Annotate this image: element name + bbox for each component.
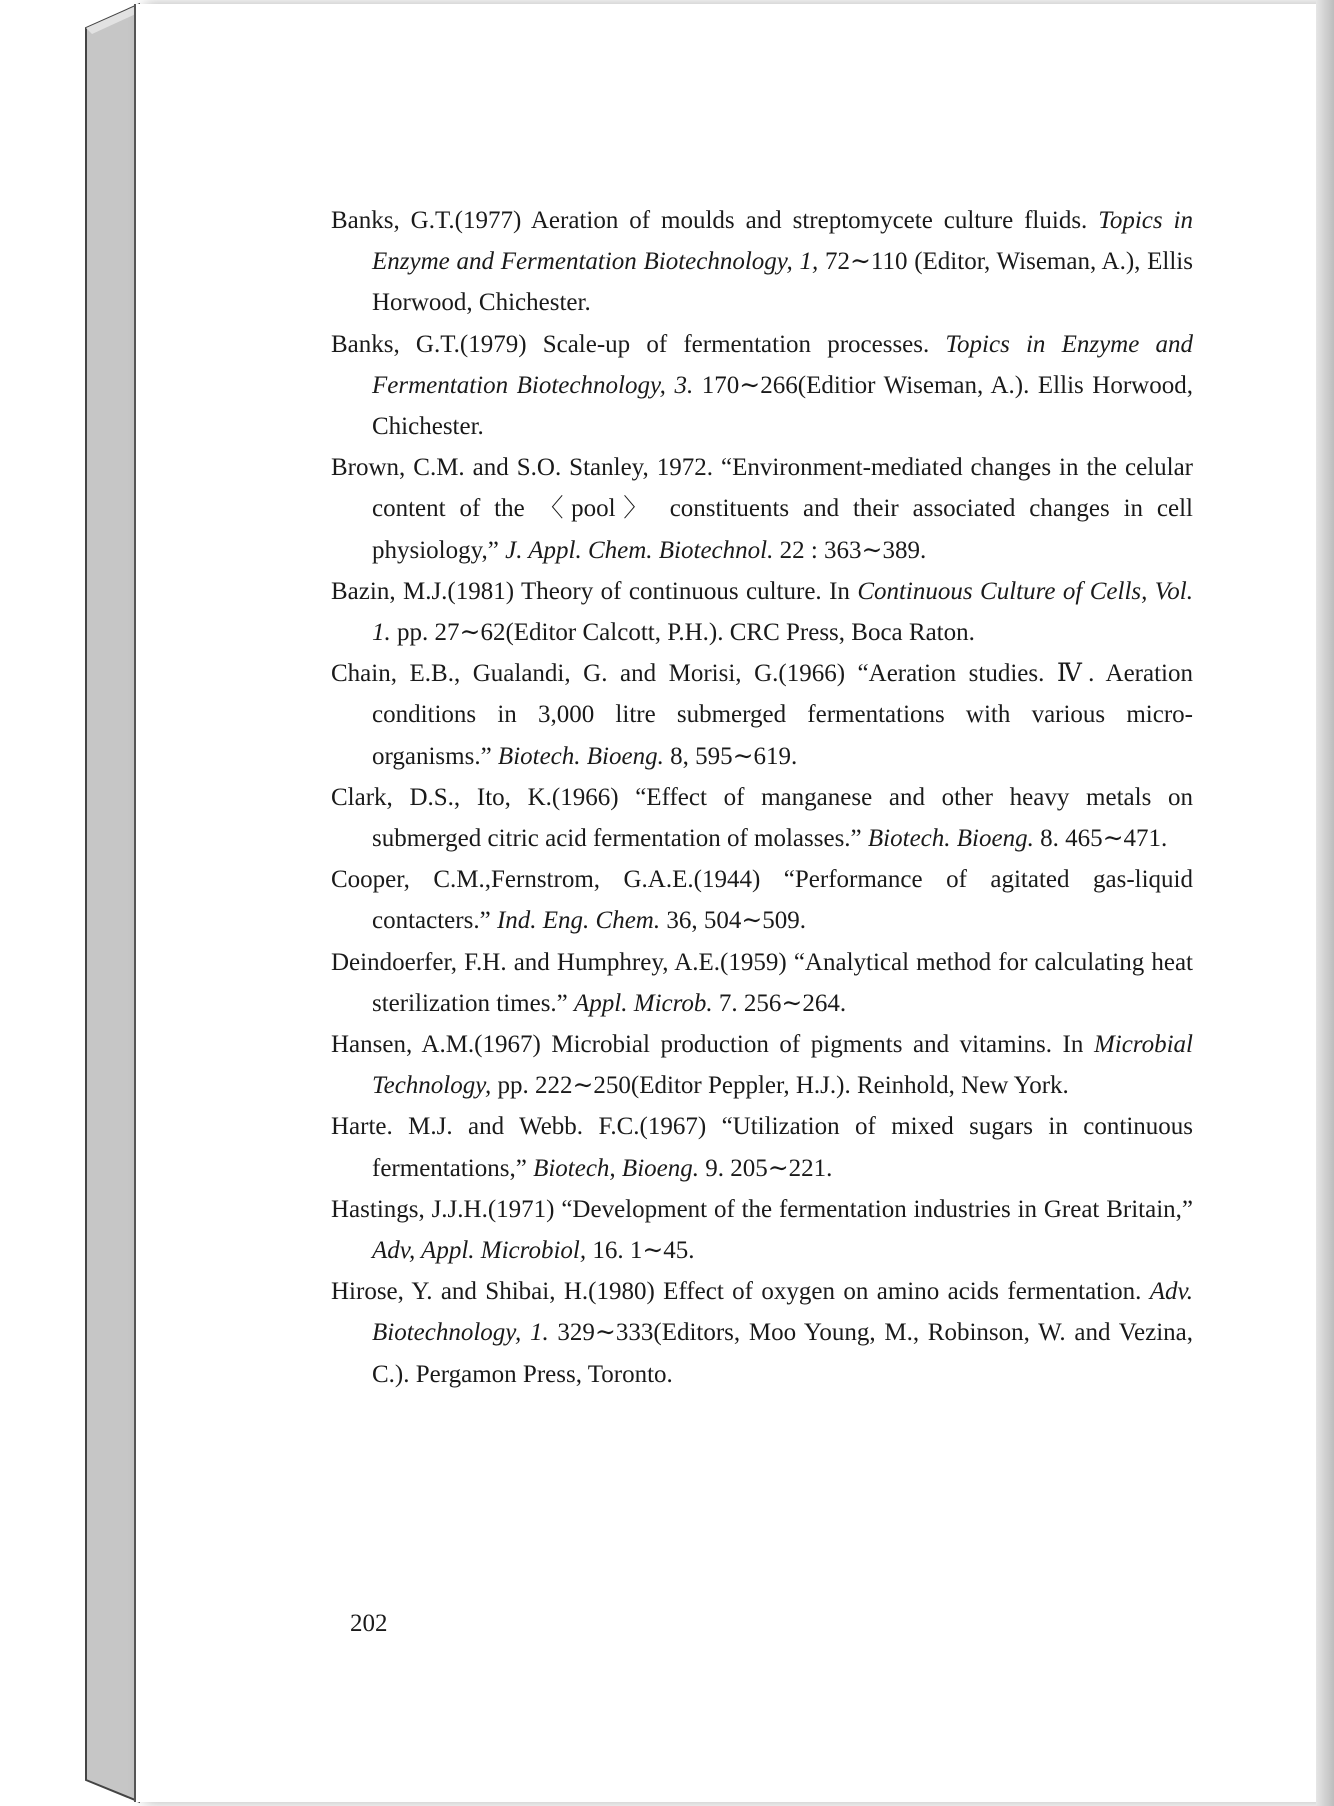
reference-list — [331, 200, 1193, 1395]
reference-entry: Hansen, A.M.(1967) Microbial production of pigments and vitamins. In Microbial Technology, pp. 222∼250(Editor Peppler, H.J.). Reinhold, New York. — [331, 1031, 1193, 1100]
reference-entry: Bazin, M.J.(1981) Theory of continuous culture. In Continuous Culture of Cells, Vol. 1. pp. 27∼62(Editor Calcott, P.H.). CRC Press, Boca Raton. — [331, 577, 1193, 647]
page-number: 202 — [350, 1610, 388, 1637]
reference-entry: Deindoerfer, F.H. and Humphrey, A.E.(1959) “Analytical method for calculating heat sterilization times.” Appl. Microb. 7. 256∼264. — [331, 948, 1193, 1017]
page-edge-shadow — [1316, 0, 1334, 1806]
book-spine — [0, 0, 140, 1806]
reference-entry: Brown, C.M. and S.O. Stanley, 1972. “Environment-mediated changes in the celular content of the 〈pool〉 constituents and their associated changes in cell physiology,” J. Appl. Chem. Biotechnol. 22 : 363∼389. — [331, 454, 1193, 564]
reference-entry: Hastings, J.J.H.(1971) “Development of the fermentation industries in Great Britain,” Adv, Appl. Microbiol, 16. 1∼45. — [331, 1195, 1193, 1265]
reference-entry: Clark, D.S., Ito, K.(1966) “Effect of manganese and other heavy metals on submerged citric acid fermentation of molasses.” Biotech. Bioeng. 8. 465∼471. — [331, 783, 1193, 853]
reference-entry: Harte. M.J. and Webb. F.C.(1967) “Utilization of mixed sugars in continuous fermentations,” Biotech, Bioeng. 9. 205∼221. — [331, 1113, 1193, 1182]
reference-entry: Chain, E.B., Gualandi, G. and Morisi, G.(1966) “Aeration studies. Ⅳ. Aeration conditions in 3,000 litre submerged fermentations with various micro-organisms.” Biotech. Bioeng. 8, 595∼619. — [331, 660, 1193, 770]
reference-entry: Banks, G.T.(1979) Scale-up of fermentation processes. Topics in Enzyme and Fermentation Biotechnology, 3. 170∼266(Editior Wiseman, A.). Ellis Horwood, Chichester. — [331, 330, 1193, 441]
reference-entry: Banks, G.T.(1977) Aeration of moulds and streptomycete culture fluids. Topics in Enzyme and Fermentation Biotechnology, 1, 72∼110 (Editor, Wiseman, A.), Ellis Horwood, Chichester. — [331, 207, 1193, 317]
reference-entry: Hirose, Y. and Shibai, H.(1980) Effect of oxygen on amino acids fermentation. Adv. Biotechnology, 1. 329∼333(Editors, Moo Young, M., Robinson, W. and Vezina, C.). Pergamon Press, Toronto. — [331, 1278, 1193, 1388]
reference-entry: Cooper, C.M.,Fernstrom, G.A.E.(1944) “Performance of agitated gas-liquid contacters.” Ind. Eng. Chem. 36, 504∼509. — [331, 866, 1193, 935]
